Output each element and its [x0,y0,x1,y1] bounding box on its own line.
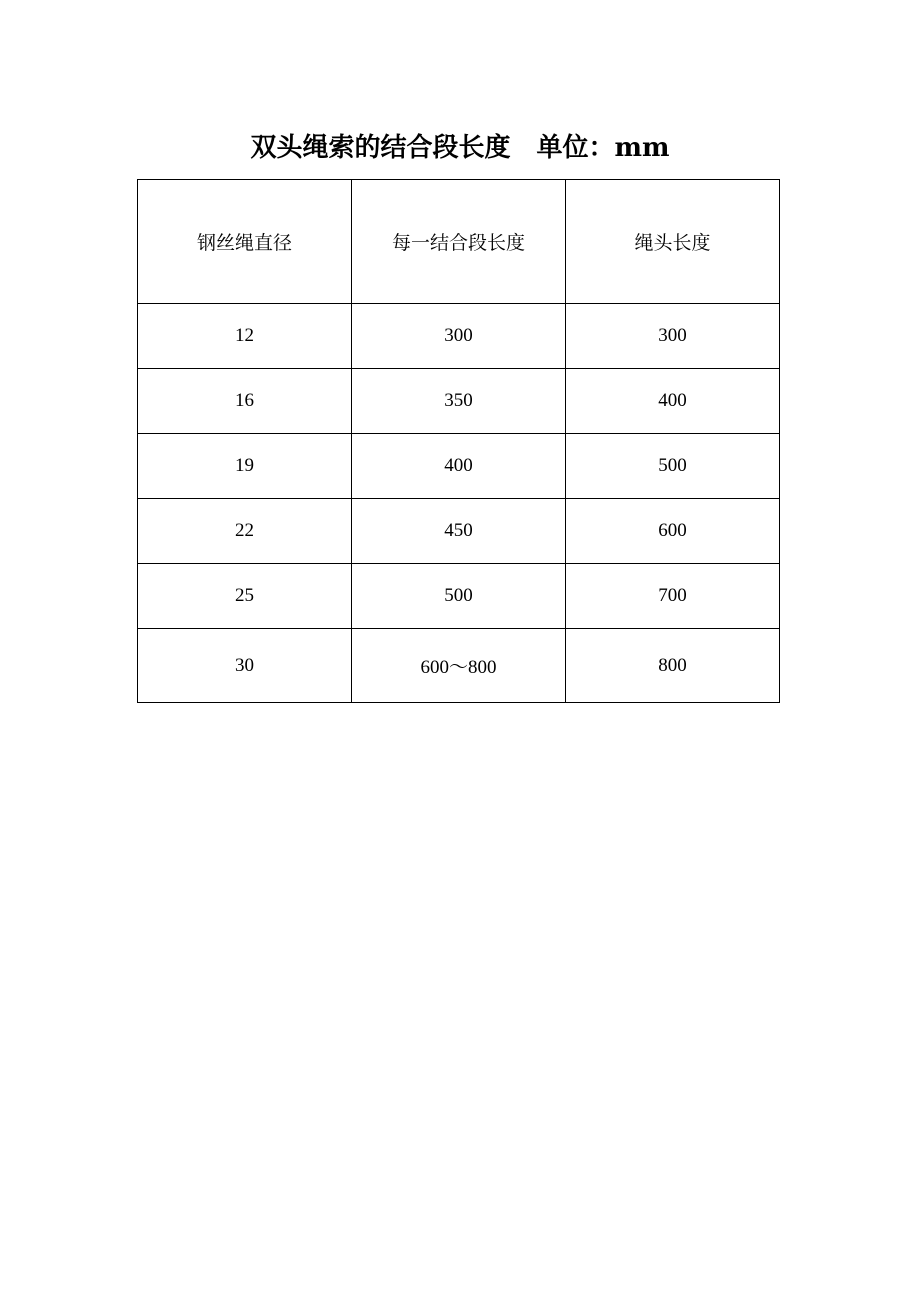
cell-diameter: 12 [138,304,352,369]
cell-diameter: 19 [138,434,352,499]
table-row [138,499,780,564]
cell-end-length: 400 [566,369,780,434]
cell-segment-length: 450 [352,499,566,564]
cell-diameter: 30 [138,629,352,703]
table-row [138,304,780,369]
cell-diameter: 16 [138,369,352,434]
header-rope-end-length: 绳头长度 [566,180,780,304]
cell-end-length: 800 [566,629,780,703]
header-segment-length: 每一结合段长度 [352,180,566,304]
table-row [138,564,780,629]
header-rope-diameter: 钢丝绳直径 [138,180,352,304]
cell-diameter: 25 [138,564,352,629]
cell-end-length: 500 [566,434,780,499]
cell-segment-length: 300 [352,304,566,369]
cell-diameter: 22 [138,499,352,564]
cell-segment-length: 350 [352,369,566,434]
cell-segment-length: 500 [352,564,566,629]
document-title: 双头绳索的结合段长度 单位：mm [250,133,670,163]
cell-end-length: 600 [566,499,780,564]
cell-segment-length: 600～800 [352,629,566,703]
cell-segment-length: 400 [352,434,566,499]
rope-length-table [137,179,780,703]
table-header-row [138,180,780,304]
table-row [138,434,780,499]
table-row [138,369,780,434]
table-row [138,629,780,703]
cell-end-length: 700 [566,564,780,629]
cell-end-length: 300 [566,304,780,369]
